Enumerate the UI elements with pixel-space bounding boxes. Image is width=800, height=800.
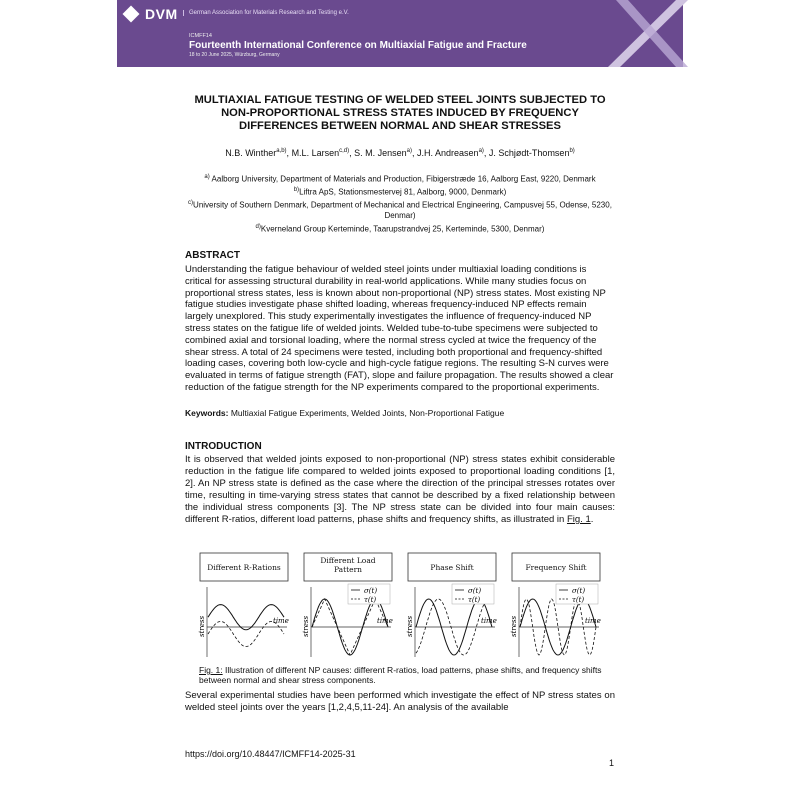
author: N.B. Winther$^{a,b)}$ bbox=[225, 148, 287, 158]
author: M.L. Larsen$^{c,d)}$ bbox=[291, 148, 350, 158]
legend-tau: τ(t) bbox=[364, 596, 377, 604]
keywords bbox=[185, 408, 615, 418]
conference-code: ICMFF14 bbox=[189, 33, 212, 39]
author: S. M. Jensen$^{a)}$ bbox=[354, 148, 412, 158]
figure-caption bbox=[199, 665, 615, 685]
y-axis-label: stress bbox=[302, 615, 310, 637]
y-axis-label: stress bbox=[198, 615, 206, 637]
author-list: N.B. Winther$^{a,b)}$, M.L. Larsen$^{c,d)}$, S. M. Jensen$^{a)}$, J.H. Andreasen$^{a)}$, J. Schjødt-Thomsen$^{b)}$ bbox=[225, 148, 575, 158]
association-name: German Association for Materials Research and Testing e.V. bbox=[183, 10, 349, 16]
conference-dates: 18 to 20 June 2025, Würzburg, Germany bbox=[189, 52, 280, 58]
abstract-text: Understanding the fatigue behaviour of welded steel joints under multiaxial loading conditions is critical for assessing structural durability in real-world applications. While many studies focus on proportional stress states, less is known about non-proportional (NP) stress states. Most existing NP fatigue studies investigate phase shifted loading, whereas frequency-induced NP effects remain largely unexplored. This study experimentally investigates the influence of frequency-induced NP stress states on the fatigue life of welded joints. Welded tube-to-tube specimens were subjected to combined axial and torsional loading, where the normal stress cycled at twice the frequency of the shear stress. A total of 24 specimens were tested, including both proportional and frequency-shifted loading cases, covering both low-cycle and high-cycle fatigue regions. The resulting S-N curves were evaluated in terms of fatigue strength (FAT), slope and failure propagation. The results showed a clear reduction of the fatigue strength for the NP experiments compared to the proportional experiments. bbox=[185, 264, 614, 393]
legend-sigma: σ(t) bbox=[364, 587, 378, 595]
panel-title: Different R-Rations bbox=[207, 563, 281, 572]
intro-end: . bbox=[590, 514, 594, 525]
decorative-x-icon bbox=[608, 0, 688, 67]
introduction-text bbox=[185, 454, 615, 526]
author: J.H. Andreasen$^{a)}$ bbox=[417, 148, 484, 158]
affiliations bbox=[185, 172, 615, 235]
author: J. Schjødt-Thomsen$^{b)}$ bbox=[488, 148, 575, 158]
keywords-label: Keywords: bbox=[185, 408, 229, 418]
panel-title: Phase Shift bbox=[430, 563, 474, 572]
keywords-text: Multiaxial Fatigue Experiments, Welded Joints, Non-Proportional Fatigue bbox=[228, 408, 505, 418]
abstract-heading: ABSTRACT bbox=[185, 250, 240, 261]
intro-body: It is observed that welded joints exposed to non-proportional (NP) stress states exhibit considerable reduction in the fatigue life compared to welded joints exposed to proportional loading conditions [1, 2]. An NP stress state is defined as the case where the direction of the principal stresses rotates over time, resulting in time-varying stress states that cannot be described by a fixed relationship between the individual stress components [3]. The NP stress state can be divided into four main causes: different R-ratios, different load patterns, phase shifts and frequency shifts, as illustrated in bbox=[185, 454, 615, 525]
x-axis-label: time bbox=[273, 617, 289, 625]
figure-np-causes bbox=[197, 551, 607, 661]
introduction-heading: INTRODUCTION bbox=[185, 441, 262, 452]
dvm-logo bbox=[125, 6, 178, 22]
affiliation: $^{d)}$Kverneland Group Kerteminde, Taarupstrandvej 25, Kerteminde, 5300, Denmar) bbox=[255, 223, 545, 234]
panel-title: Pattern bbox=[333, 565, 363, 574]
legend-sigma: σ(t) bbox=[572, 587, 586, 595]
y-axis-label: stress bbox=[510, 615, 518, 637]
affiliation: $^{b)}$Liftra ApS, Stationsmestervej 81, Aalborg, 9000, Denmark) bbox=[293, 187, 507, 197]
affiliation: $^{c)}$University of Southern Denmark, Department of Mechanical and Electrical Engineering, Campusvej 55, Odense, 5230, Denmar) bbox=[188, 200, 612, 221]
affiliation: $^{a)}$ Aalborg University, Department of Materials and Production, Fibigerstræde 16, Aalborg East, 9220, Denmark bbox=[204, 174, 596, 184]
legend-tau: τ(t) bbox=[468, 596, 481, 604]
figure-link[interactable]: Fig. 1 bbox=[566, 514, 591, 525]
conference-banner bbox=[117, 0, 683, 67]
panel-title: Frequency Shift bbox=[525, 563, 587, 572]
paper-title: MULTIAXIAL FATIGUE TESTING OF WELDED STEEL JOINTS SUBJECTED TO NON-PROPORTIONAL STRESS STATES INDUCED BY FREQUENCY DIFFERENCES BETWEEN NORMAL AND SHEAR STRESSES bbox=[194, 94, 606, 132]
y-axis-label: stress bbox=[406, 615, 414, 637]
conference-title: Fourteenth International Conference on Multiaxial Fatigue and Fracture bbox=[189, 40, 527, 51]
caption-text: Illustration of different NP causes: different R-ratios, load patterns, phase shifts, and frequency shifts between normal and shear stress components. bbox=[199, 665, 602, 685]
page-number: 1 bbox=[609, 758, 615, 768]
tau-curve bbox=[208, 621, 284, 646]
logo-text: DVM bbox=[145, 6, 178, 22]
caption-label: Fig. 1: bbox=[199, 665, 223, 675]
x-axis-label: time bbox=[585, 617, 601, 625]
dvm-diamond-icon bbox=[123, 6, 140, 23]
legend-tau: τ(t) bbox=[572, 596, 585, 604]
legend-sigma: σ(t) bbox=[468, 587, 482, 595]
x-axis-label: time bbox=[377, 617, 393, 625]
body-text-continued: Several experimental studies have been performed which investigate the effect of NP stress states on welded steel joints over the years [1,2,4,5,11-24]. An analysis of the available bbox=[185, 690, 615, 713]
x-axis-label: time bbox=[481, 617, 497, 625]
panel-title: Different Load bbox=[320, 556, 376, 565]
doi-link[interactable]: https://doi.org/10.48447/ICMFF14-2025-31 bbox=[185, 749, 356, 759]
